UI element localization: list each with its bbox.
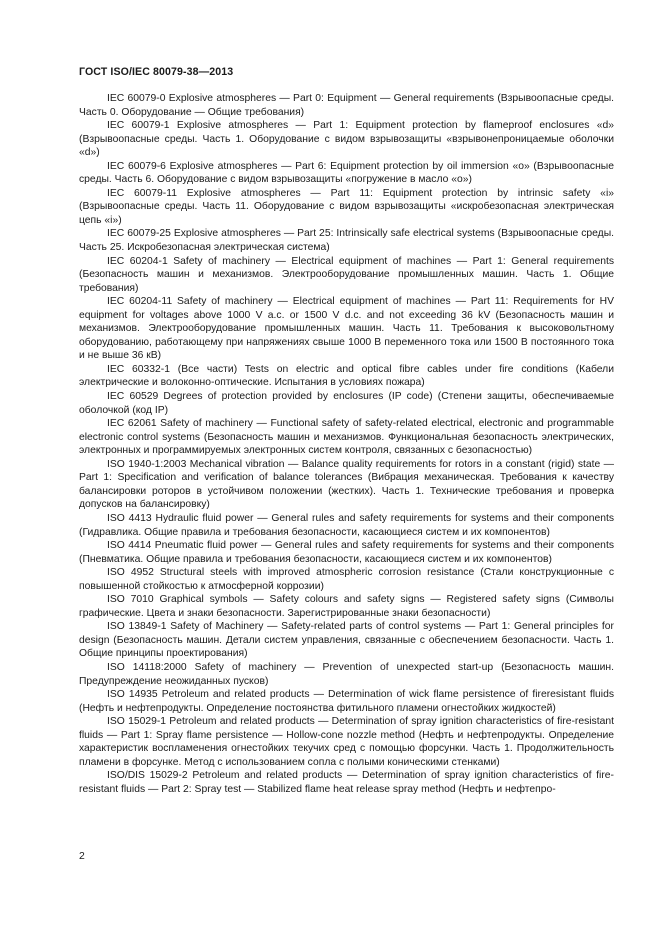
reference-entry: IEC 60204-1 Safety of machinery — Electrical equipment of machines — Part 1: General requirements (Безопасность машин и механизмов. Электрооборудование промышленных машин. Часть 1. Общие требования) — [79, 255, 614, 294]
reference-entry: IEC 60529 Degrees of protection provided by enclosures (IP code) (Степени защиты, обеспечиваемые оболочкой (код IP) — [79, 391, 614, 416]
page-number: 2 — [79, 851, 85, 862]
reference-entry: IEC 60079-11 Explosive atmospheres — Part 11: Equipment protection by intrinsic safety «i» (Взрывоопасные среды. Часть 11. Оборудование с видом взрывозащиты «искробезопасная электрическая цепь «i») — [79, 187, 614, 226]
reference-entry: ISO 4952 Structural steels with improved atmospheric corrosion resistance (Стали конструкционные с повышенной стойкостью к атмосферной коррозии) — [79, 567, 614, 592]
document-header: ГОСТ ISO/IEC 80079-38—2013 — [79, 66, 234, 78]
reference-entry: IEC 60079-6 Explosive atmospheres — Part 6: Equipment protection by oil immersion «o» (Взрывоопасные среды. Часть 6. Оборудование с видом взрывозащиты «погружение в масло «o») — [79, 160, 614, 186]
reference-entry: ISO 15029-1 Petroleum and related products — Determination of spray ignition characteristics of fire-resistant fluids — Part 1: Spray flame persistence — Hollow-cone nozzle method (Нефть и нефтепродукты. Определение характеристик воспламенения огнестойких текучих сред с помощью форсунки. Часть 1. Продолжительность пламени в форсунке. Метод с использованием сопла с полыми коническими стенками) — [79, 716, 614, 768]
reference-entry: ISO 7010 Graphical symbols — Safety colours and safety signs — Registered safety signs (Символы графические. Цвета и знаки безопасности. Зарегистрированные знаки безопасности) — [79, 594, 614, 619]
reference-entry: IEC 60204-11 Safety of machinery — Electrical equipment of machines — Part 11: Requirements for HV equipment for voltages above 1000 V a.c. or 1500 V d.c. and not exceeding 36 kV (Безопасность машин и механизмов. Электрооборудование промышленных машин. Часть 11. Требования к высоковольтному оборудованию, работающему при напряжениях свыше 1000 В переменного тока или 1500 В постоянного тока и не выше 36 кВ) — [79, 296, 614, 362]
reference-entry: ISO 13849-1 Safety of Machinery — Safety-related parts of control systems — Part 1: General principles for design (Безопасность машин. Детали систем управления, связанные с обеспечением безопасности. Часть 1. Общие принципы проектирования) — [79, 621, 614, 660]
reference-entry: IEC 60332-1 (Все части) Tests on electric and optical fibre cables under fire conditions (Кабели электрические и волоконно-оптические. Испытания в условиях пожара) — [79, 363, 614, 389]
reference-entry: ISO 4413 Hydraulic fluid power — General rules and safety requirements for systems and their components (Гидравлика. Общие правила и требования безопасности, касающиеся систем и их компонентов) — [79, 512, 614, 538]
reference-entry: ISO 14935 Petroleum and related products — Determination of wick flame persistence of fireresistant fluids (Нефть и нефтепродукты. Определение постоянства фитильного пламени огнестойких жидкостей) — [79, 689, 614, 714]
reference-entry: IEC 60079-1 Explosive atmospheres — Part 1: Equipment protection by flameproof enclosures «d» (Взрывоопасные среды. Часть 1. Оборудование с видом взрывозащиты «взрывонепроницаемые оболочки «d») — [79, 120, 614, 159]
references-list — [79, 92, 614, 796]
reference-entry: ISO 14118:2000 Safety of machinery — Prevention of unexpected start-up (Безопасность машин. Предупреждение неожиданных пусков) — [79, 661, 614, 687]
reference-entry: ISO 4414 Pneumatic fluid power — General rules and safety requirements for systems and their components (Пневматика. Общие правила и требования безопасности, касающиеся систем и их компонентов) — [79, 540, 614, 565]
reference-entry: IEC 60079-25 Explosive atmospheres — Part 25: Intrinsically safe electrical systems (Взрывоопасные среды. Часть 25. Искробезопасная электрическая система) — [79, 228, 614, 254]
reference-entry: ISO 1940-1:2003 Mechanical vibration — Balance quality requirements for rotors in a constant (rigid) state — Part 1: Specification and verification of balance tolerances (Вибрация механическая. Требования к качеству балансировки роторов в устойчивом положении (жестких). Часть 1. Технические требования и проверка допусков на балансировку) — [79, 458, 614, 511]
reference-entry: IEC 60079-0 Explosive atmospheres — Part 0: Equipment — General requirements (Взрывоопасные среды. Часть 0. Оборудование — Общие требования) — [79, 93, 614, 118]
reference-entry: ISO/DIS 15029-2 Petroleum and related products — Determination of spray ignition characteristics of fire-resistant fluids — Part 2: Spray test — Stabilized flame heat release spray method (Нефть и нефтепро- — [79, 770, 614, 795]
reference-entry: IEC 62061 Safety of machinery — Functional safety of safety-related electrical, electronic and programmable electronic control systems (Безопасность машин и механизмов. Функциональная безопасность электрических, электронных и программируемых электронных систем контроля, связанных с безопасностью) — [79, 418, 614, 457]
